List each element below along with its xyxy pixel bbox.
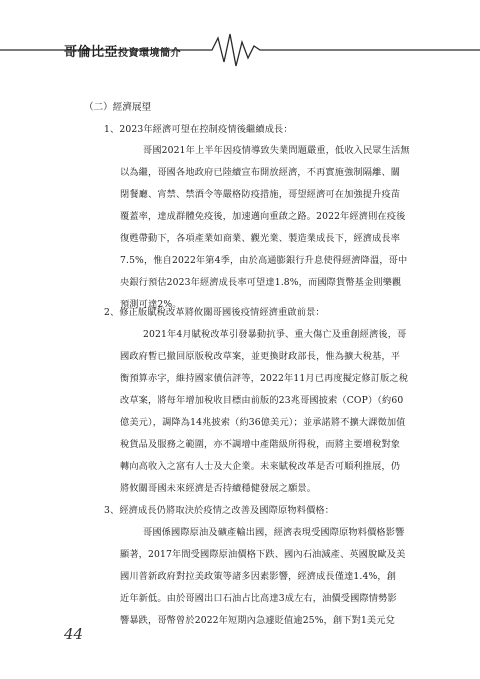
- paragraph-line: 顯著，2017年間受國際原油價格下跌、國內石油減產、英國脫歐及美: [120, 549, 406, 560]
- section-title: （二）經濟展望: [84, 102, 152, 113]
- page-header: [0, 0, 480, 80]
- paragraph-line: 國川普新政府對拉美政策等諸多因素影響，經濟成長僅達1.4%，創: [120, 571, 397, 582]
- paragraph-line: 近年新低。由於哥國出口石油占比高達3成左右，油價受國際情勢影: [120, 593, 397, 604]
- paragraph-line: 億美元），調降為14兆披索（約36億美元）；並承諾將不擴大課徵加值: [120, 417, 406, 428]
- paragraph-line: 閉餐廳、宵禁、禁酒令等嚴格防疫措施，哥望經濟可在加強提升疫苗: [120, 189, 401, 200]
- paragraph-line: 國政府暫已撤回原版稅改草案，並更換財政部長，惟為擴大稅基，平: [120, 351, 401, 362]
- paragraph-line: 覆蓋率，達成群體免疫後，加速邁向重啟之路。2022年經濟則在疫後: [120, 211, 406, 222]
- paragraph-line: 稅貨品及服務之範圍，亦不調增中產階級所得稅，而將主要增稅對象: [120, 439, 401, 450]
- paragraph-line: 響暴跌，哥幣曾於2022年短期內急遽貶值逾25%，創下對1美元兌: [120, 615, 395, 626]
- paragraph-line: 復甦帶動下，各項產業如商業、觀光業、製造業成長下，經濟成長率: [120, 233, 401, 244]
- paragraph-line: 改草案，將每年增加稅收目標由前版的23兆哥國披索（COP）（約60: [120, 395, 404, 406]
- item-3-heading: 3、經濟成長仍將取決於疫情之改善及國際原物料價格：: [104, 505, 335, 516]
- paragraph-line: 哥國係國際原油及礦產輸出國，經濟表現受國際原物料價格影響: [143, 527, 405, 538]
- page-number: 44: [64, 625, 84, 643]
- paragraph-line: 預測可達2%。: [120, 299, 182, 310]
- paragraph-line: 以為繼，哥國各地政府已陸續宣布開放經濟，不再實施強制隔離、關: [120, 167, 401, 178]
- header-title-main: 哥倫比亞: [64, 45, 119, 60]
- item-2-heading: 2、修正版賦稅改革將攸關哥國後疫情經濟重啟前景：: [104, 307, 325, 318]
- paragraph-line: 2021年4月賦稅改革引發暴動抗爭、重大傷亡及重創經濟後，哥: [143, 329, 407, 340]
- paragraph-line: 哥國2021年上半年因疫情導致失業問題嚴重，低收入民眾生活無: [143, 145, 410, 156]
- paragraph-line: 將攸關哥國未來經濟是否持續穩健發展之願景。: [120, 483, 317, 494]
- paragraph-line: 央銀行預估2023年經濟成長率可望達1.8%，而國際貨幣基金則樂觀: [120, 277, 402, 288]
- item-1-heading: 1、2023年經濟可望在控制疫情後繼續成長：: [104, 124, 293, 135]
- paragraph-line: 7.5%，惟自2022年第4季，由於高通膨銀行升息使得經濟降溫，哥中: [120, 255, 408, 266]
- paragraph-line: 轉向高收入之富有人士及大企業。未來賦稅改革是否可順利推展，仍: [120, 461, 401, 472]
- header-title-sub: 投資環境簡介: [118, 48, 182, 59]
- header-title: [64, 41, 181, 60]
- paragraph-line: 衡預算赤字，維持國家債信評等，2022年11月已再度擬定修訂版之稅: [120, 373, 409, 384]
